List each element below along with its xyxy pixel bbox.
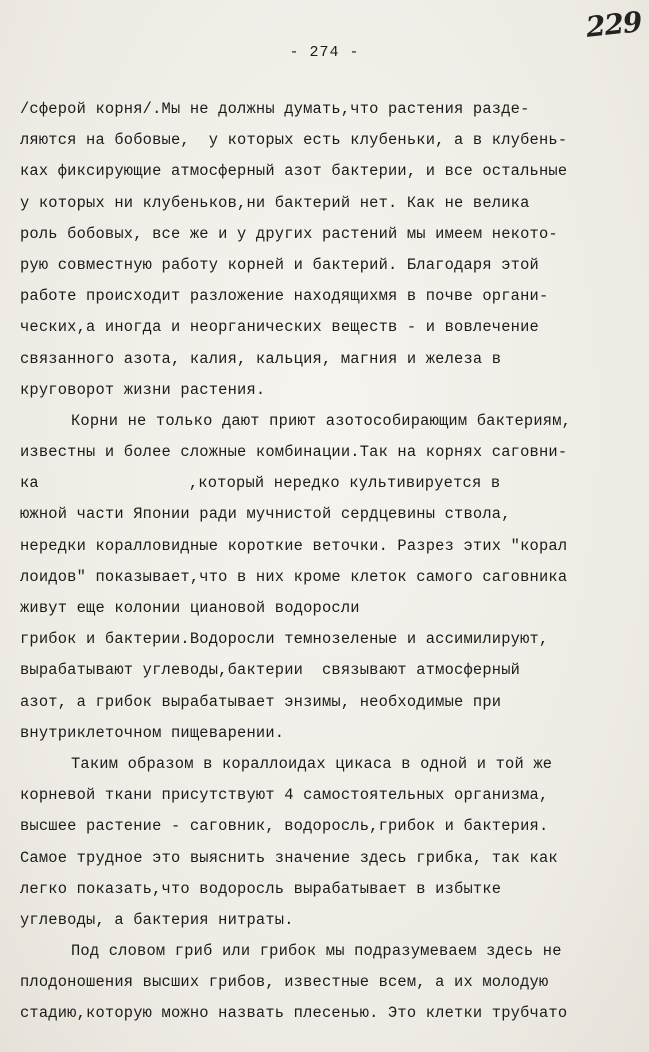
text-line: /сферой корня/.Мы не должны думать,что растения разде-: [20, 100, 530, 118]
text-fragment: ,который нередко культивируется в: [188, 474, 501, 493]
text-line: у которых ни клубеньков,ни бактерий нет. Как не велика: [20, 193, 530, 212]
text-line: корневой ткани присутствуют 4 самостоятельных организма,: [20, 786, 549, 805]
text-fragment: ка: [20, 474, 39, 493]
text-line: внутриклеточном пищеварении.: [20, 723, 285, 742]
text-line: ляются на бобовые, у которых есть клубеньки, а в клубень-: [20, 131, 568, 150]
archive-folio-number: 229: [583, 5, 643, 44]
text-line: азот, а грибок вырабатывает энзимы, необходимые при: [20, 692, 502, 711]
text-line: плодоношения высших грибов, известные всем, а их молодую: [20, 973, 549, 992]
text-line: нередки коралловидные короткие веточки. Разрез этих "корал: [20, 536, 568, 555]
text-line: Под словом гриб или грибок мы подразумеваем здесь не: [71, 942, 562, 961]
text-line: углеводы, а бактерия нитраты.: [20, 910, 294, 929]
text-line: стадию,которую можно назвать плесенью. Это клетки трубчато: [20, 1004, 568, 1023]
text-line: круговорот жизни растения.: [20, 380, 266, 399]
text-line: связанного азота, калия, кальция, магния и железа в: [20, 349, 502, 368]
text-line: Самое трудное это выяснить значение здесь грибка, так как: [20, 848, 558, 867]
body-text: [20, 94, 635, 1030]
text-line: высшее растение - саговник, водоросль,грибок и бактерия.: [20, 817, 549, 836]
text-line: Таким образом в кораллоидах цикаса в одной и той же: [71, 754, 553, 773]
page-number: - 274 -: [289, 44, 360, 61]
text-line: вырабатывают углеводы,бактерии связывают атмосферный: [20, 661, 521, 680]
text-line: Корни не только дают приют азотособирающим бактериям,: [71, 411, 572, 430]
text-line: легко показать,что водоросль вырабатывает в избытке: [20, 879, 502, 898]
text-line: рую совместную работу корней и бактерий. Благодаря этой: [20, 255, 539, 274]
text-line: работе происходит разложение находящихмя в почве органи-: [20, 287, 549, 306]
text-line: роль бобовых, все же и у других растений мы имеем некото-: [20, 224, 558, 243]
text-line: ческих,а иногда и неорганических веществ - и вовлечение: [20, 318, 539, 337]
text-line: лоидов" показывает,что в них кроме клеток самого саговника: [20, 567, 568, 586]
text-line: грибок и бактерии.Водоросли темнозеленые и ассимилируют,: [20, 630, 549, 649]
text-line: ках фиксирующие атмосферный азот бактерии, и все остальные: [20, 162, 568, 181]
text-line: живут еще колонии циановой водоросли: [20, 599, 360, 617]
text-line-with-blank: [20, 468, 635, 499]
text-line: южной части Японии ради мучнистой сердцевины ствола,: [20, 505, 511, 524]
text-line: известны и более сложные комбинации.Так на корнях саговни-: [20, 443, 568, 462]
